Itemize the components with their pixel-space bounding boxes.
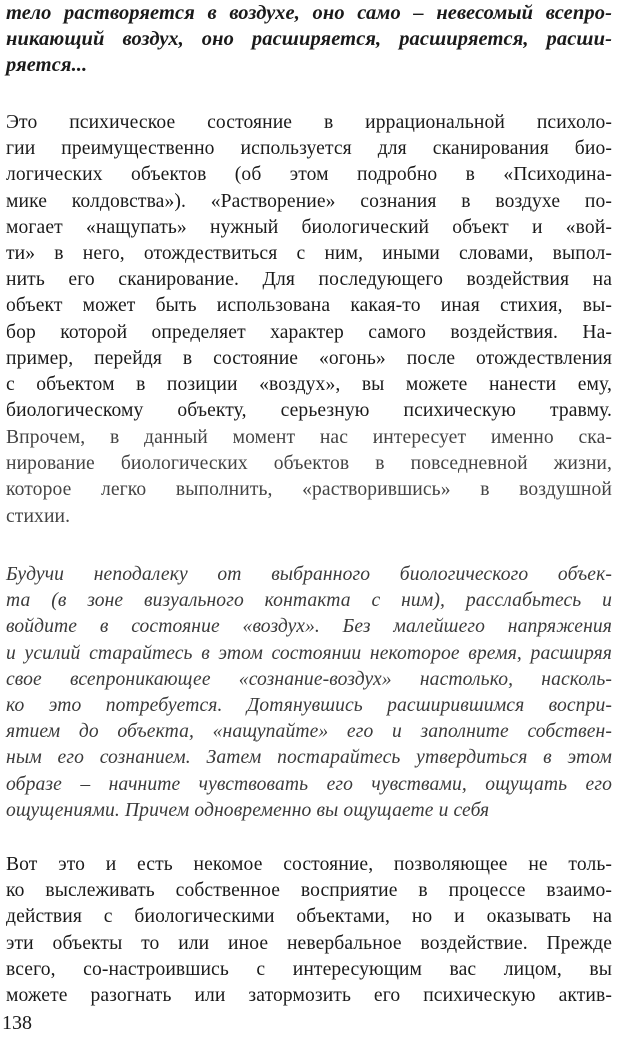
text-line: действия с биологическими объектами, но и оказывать на — [6, 906, 612, 928]
text-line: ко это потребуется. Дотянувшись расширившимся воспри- — [6, 695, 612, 717]
text-line: ряется... — [6, 54, 88, 77]
paragraph-1 — [6, 110, 612, 424]
text-line: нирование биологических объектов в повседневной жизни, — [6, 453, 612, 475]
text-line: объект может быть использована какая-то иная стихия, вы- — [6, 295, 612, 317]
text-line: мике колдовства»). «Растворение» сознания в воздухе по- — [6, 190, 612, 212]
text-line: нить его сканирование. Для последующего воздействия на — [6, 269, 612, 291]
text-line: логических объектов (об этом подробно в «Психодина- — [6, 164, 612, 186]
text-line: Это психическое состояние в иррациональной психоло- — [6, 112, 612, 133]
text-line: ощущениями. Причем одновременно вы ощущаете и себя — [6, 799, 490, 821]
text-line: и усилий старайтесь в этом состоянии некоторое время, расширяя — [6, 642, 612, 664]
text-line: гии преимущественно используется для сканирования био- — [6, 138, 612, 160]
text-line: ти» в него, отождествиться с ним, иными словами, выпол- — [6, 243, 612, 265]
text-line: бор которой определяет характер самого воздействия. На- — [6, 321, 612, 343]
text-line: могает «нащупать» нужный биологический объект и «вой- — [6, 216, 612, 238]
text-line: образе – начните чувствовать его чувствами, ощущать его — [6, 773, 612, 795]
paragraph-3 — [6, 852, 612, 1009]
italic-exercise-paragraph — [6, 562, 612, 824]
text-line: ным его сознанием. Затем постарайтесь утвердиться в этом — [6, 747, 612, 769]
text-line: эти объекты то или иное невербальное воздействие. Прежде — [6, 932, 612, 954]
text-line: ко выслеживать собственное восприятие в процессе взаимо- — [6, 880, 612, 902]
text-line: тело растворяется в воздухе, оно само – невесомый всепро- — [6, 2, 612, 24]
text-line: можете разогнать или затормозить его психическую актив- — [6, 985, 612, 1007]
intro-paragraph — [6, 0, 612, 79]
text-line: войдите в состояние «воздух». Без малейшего напряжения — [6, 616, 612, 638]
text-line: Вот это и есть некомое состояние, позволяющее не толь- — [6, 854, 612, 875]
text-line: никающий воздух, оно расширяется, расширяется, расши- — [6, 28, 612, 51]
text-line: ятием до объекта, «нащупайте» его и заполните собствен- — [6, 721, 612, 743]
text-line: Будучи неподалеку от выбранного биологического объек- — [6, 564, 612, 585]
text-line: та (в зоне визуального контакта с ним), расслабьтесь и — [6, 590, 612, 612]
page-number: 138 — [2, 1012, 32, 1034]
text-line: пример, перейдя в состояние «огонь» после отождествления — [6, 347, 612, 369]
text-line: которое легко выполнить, «растворившись» в воздушной — [6, 479, 612, 501]
paragraph-2 — [6, 425, 612, 530]
text-line: всего, со-настроившись с интересующим вас лицом, вы — [6, 958, 612, 980]
text-line: свое всепроникающее «сознание-воздух» настолько, насколь- — [6, 668, 612, 690]
text-line: стихии. — [6, 505, 71, 527]
text-line: с объектом в позиции «воздух», вы можете нанести ему, — [6, 374, 612, 396]
text-line: биологическому объекту, серьезную психическую травму. — [6, 400, 612, 422]
text-line: Впрочем, в данный момент нас интересует именно ска- — [6, 427, 612, 448]
